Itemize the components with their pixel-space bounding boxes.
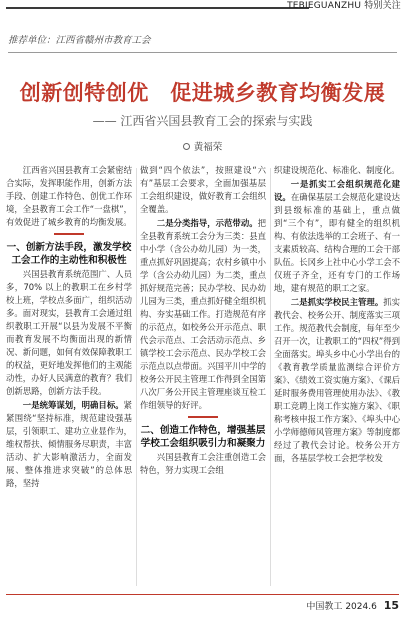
- header-rule: [6, 7, 309, 9]
- recommender-line: 推荐单位：江西省赣州市教育工会: [8, 35, 151, 46]
- article-column-1: [6, 164, 132, 491]
- paragraph-text: 把全县教育系统工会分为三类：县直中小学（含公办幼儿园）为一类，重点抓好巩固提高；农村乡镇中小学（含公办幼儿园）为二类，重点抓好规范完善；民办学校、民办幼儿园为三类，重点抓好健全组织机构、夯实基础工作。打造规范有序的示范点，如校务公开示范点、职代会示范点、工会活动示范点、乡镇学校工会示范点、民办学校工会示范点以点带面。兴国平川中学的校务公开民主管理工作得到全国第八次厂务公开民主管理座谈互检工作组领导的好评。: [140, 218, 266, 410]
- body-paragraph: 做到“四个依法”，按照建设“六有”基层工会要求，全面加强基层工会组织建设，做好教育工会组织全覆盖。: [140, 165, 266, 214]
- author-bullet-icon: [183, 143, 190, 150]
- recommender-rule: [8, 52, 397, 53]
- footer-rule: [6, 594, 399, 595]
- paragraph-text: 紧紧围绕“坚持标准，规范建设强基层，引领职工、建功立业显作为，维权帮扶、倾情服务尽职责，丰富活动、扩大影响激活力，全面发展、整体推进求突破”的总体思路，坚持: [6, 400, 132, 488]
- body-paragraph: [140, 217, 266, 412]
- article-title: 创新创特创优 促进城乡教育均衡发展: [19, 80, 386, 105]
- body-paragraph: [6, 399, 132, 490]
- author-name: 黄福荣: [193, 142, 223, 153]
- paragraph-lead: 一是统筹谋划，明确目标。: [22, 400, 124, 410]
- column-divider: [270, 168, 271, 586]
- magazine-name: 中国教工: [306, 602, 343, 612]
- section-label: TEBIEGUANZHU 特别关注: [287, 1, 401, 11]
- paragraph-lead: 二是抓实学校民主管理。: [290, 297, 384, 307]
- paragraph-lead: 一是抓实工会组织规范化建设。: [274, 179, 400, 202]
- article-subtitle: —— 江西省兴国县教育工会的探索与实践: [92, 114, 313, 128]
- paragraph-lead: 二是分类指导，示范带动。: [156, 218, 258, 228]
- paragraph-text: 抓实教代会、校务公开、制度落实三项工作。规范教代会制度，每年至少召开一次，让教职工的“四权”得到全面落实。埠头乡中心小学出台的《教育教学质量监测综合评价方案》、《绩效工资实施方案》、《课后延时服务费用管理使用办法》、《教职工竞聘上岗工作实施方案》、《职称考核申报工作方案》、《埠头中心小学师德师风管理方案》等制度都经过了教代会讨论。校务公开方面，各基层学校工会把学校发: [274, 297, 401, 463]
- issue-number: 2024.6: [345, 602, 377, 612]
- page-header: [0, 0, 405, 14]
- body-paragraph: 兴国县教育工会注重创造工会特色，努力实现工会组: [140, 452, 266, 475]
- author-line: [0, 141, 405, 154]
- section-heading-2: 二、创造工作特色，增强基层学校工会组织吸引力和凝聚力: [140, 425, 266, 449]
- heading-rule: [54, 233, 84, 235]
- body-paragraph: [274, 178, 400, 295]
- intro-paragraph: 江西省兴国县教育工会紧密结合实际，发挥职能作用，创新方法手段、创建工作特色、创优工作环境，全县教育工会工作“一盘棋”，有效促进了城乡教育的均衡发展。: [6, 165, 132, 227]
- paragraph-text: 在确保基层工会规范化建设达到县级标准的基础上，重点做到“三个有”，即有健全的组织机构、有依法选举的工会班子、有一支素质较高、结构合理的工会干部队伍。长冈乡上社中心小学工会不仅班子齐全，还有专门的工作场地，建有规范的职工之家。: [274, 192, 401, 293]
- section-heading-1: 一、创新方法手段，激发学校工会工作的主动性和积极性: [6, 242, 132, 266]
- page-number: 15: [383, 599, 399, 612]
- body-paragraph: [274, 296, 400, 465]
- column-divider: [136, 168, 137, 586]
- page-footer: [306, 600, 399, 613]
- body-paragraph: 织建设规范化、标准化、制度化。: [274, 165, 400, 175]
- body-paragraph: 兴国县教育系统范围广、人员多，70% 以上的教职工在乡村学校上班，学校点多面广，组织活动多。面对现实，县教育工会通过组织教职工开展“以县为发展不平衡而教育发展不均衡面出现的新情况、新问题，如何有效保障教职工的权益，更好地发挥他们的主观能动性，办好人民满意的教育？我们创新思路，创新方法手段。: [6, 269, 132, 396]
- heading-rule: [188, 416, 218, 418]
- article-column-2: [140, 164, 266, 478]
- article-column-3: [274, 164, 400, 466]
